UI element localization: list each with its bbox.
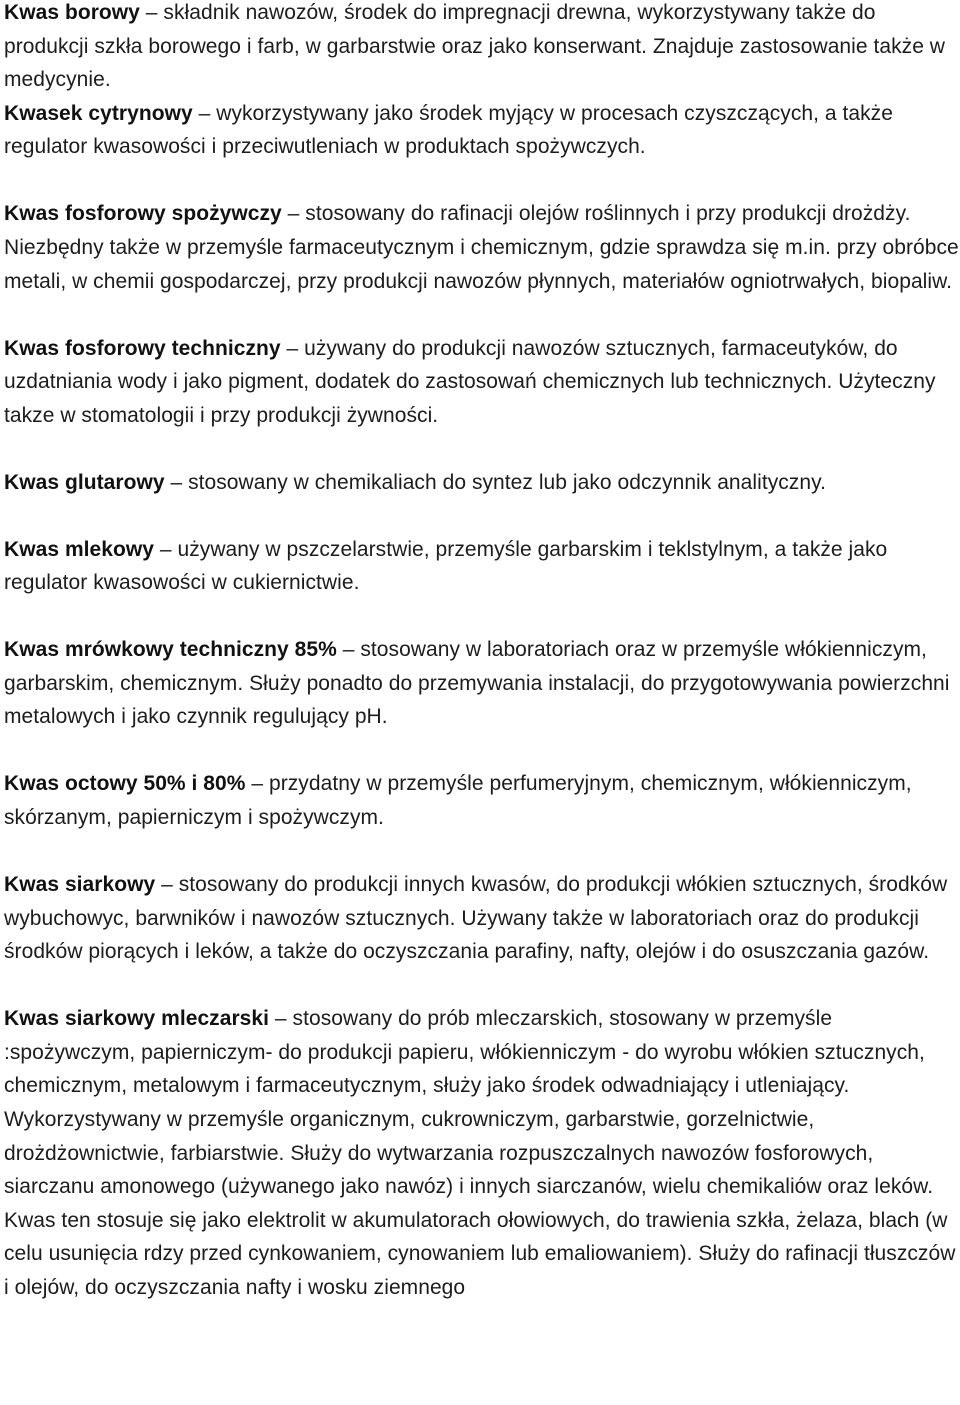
entry-term: Kwas octowy 50% i 80% [4, 772, 246, 796]
entry-description: – używany do produkcji nawozów sztucznych, farmaceutyków, do uzdatniania wody i jako pigment, dodatek do zastosowań chemicznych lub technicznych. Użyteczny takze w stomatologii i przy produkcji żywności. [4, 336, 936, 427]
entry-kwas-mrowkowy-techniczny [4, 633, 960, 734]
entry-description: – stosowany w chemikaliach do syntez lub jako odczynnik analityczny. [164, 470, 826, 494]
entry-kwasek-cytrynowy [4, 97, 960, 164]
document-page [4, 0, 960, 1305]
entry-description: – przydatny w przemyśle perfumeryjnym, chemicznym, włókienniczym, skórzanym, papierniczym i spożywczym. [4, 772, 912, 830]
entry-term: Kwas borowy [4, 1, 140, 24]
entry-kwas-borowy [4, 0, 960, 97]
entry-term: Kwas siarkowy mleczarski [4, 1007, 270, 1031]
entry-term: Kwas fosforowy spożywczy [4, 202, 282, 226]
entry-term: Kwas fosforowy techniczny [4, 336, 281, 360]
entry-description: – stosowany do prób mleczarskich, stosowany w przemyśle :spożywczym, papierniczym- do produkcji papieru, włókienniczym - do wyrobu włókien sztucznych, chemicznym, metalowym i farmaceutycznym, służy jako środek odwadniający i utleniający. Wykorzystywany w przemyśle organicznym, cukrowniczym, garbarstwie, gorzelnictwie, drożdżownictwie, farbiarstwie. Służy do wytwarzania rozpuszczalnych nawozów fosforowych, siarczanu amonowego (używanego jako nawóz) i innych siarczanów, wielu chemikaliów oraz leków. Kwas ten stosuje się jako elektrolit w akumulatorach ołowiowych, do trawienia szkła, żelaza, blach (w celu usunięcia rdzy przed cynkowaniem, cynowaniem lub emaliowaniem). Służy do rafinacji tłuszczów i olejów, do oczyszczania nafty i wosku ziemnego [4, 1007, 956, 1299]
entry-description: – stosowany do produkcji innych kwasów, do produkcji włókien sztucznych, środków wybuchowyc, barwników i nawozów sztucznych. Używany także w laboratoriach oraz do produkcji środków piorących i leków, a także do oczyszczania parafiny, nafty, olejów i do osuszczania gazów. [4, 873, 948, 964]
entry-description: – używany w pszczelarstwie, przemyśle garbarskim i teklstylnym, a także jako regulator kwasowości w cukiernictwie. [4, 537, 888, 595]
entry-term: Kwasek cytrynowy [4, 101, 193, 125]
entry-description: – stosowany do rafinacji olejów roślinnych i przy produkcji drożdży. Niezbędny także w przemyśle farmaceutycznym i chemicznym, gdzie sprawdza się m.in. przy obróbce metali, w chemii gospodarczej, przy produkcji nawozów płynnych, materiałów ogniotrwałych, biopaliw. [4, 202, 959, 293]
entry-description: – stosowany w laboratoriach oraz w przemyśle włókienniczym, garbarskim, chemicznym. Służy ponadto do przemywania instalacji, do przygotowywania powierzchni metalowych i jako czynnik regulujący pH. [4, 638, 950, 729]
entry-kwas-fosforowy-spozywczy [4, 197, 960, 298]
entry-description: – wykorzystywany jako środek myjący w procesach czyszczących, a także regulator kwasowości i przeciwutleniach w produktach spożywczych. [4, 101, 893, 159]
entry-kwas-siarkowy [4, 868, 960, 969]
entry-kwas-mlekowy [4, 533, 960, 600]
entry-description: – składnik nawozów, środek do impregnacji drewna, wykorzystywany także do produkcji szkła borowego i farb, w garbarstwie oraz jako konserwant. Znajduje zastosowanie także w medycynie. [4, 1, 946, 92]
entry-term: Kwas mrówkowy techniczny 85% [4, 638, 337, 662]
entry-kwas-octowy [4, 767, 960, 834]
entry-kwas-glutarowy [4, 466, 960, 500]
entry-term: Kwas siarkowy [4, 873, 156, 897]
entry-kwas-fosforowy-techniczny [4, 332, 960, 433]
entry-term: Kwas glutarowy [4, 470, 165, 494]
entry-term: Kwas mlekowy [4, 537, 154, 561]
entry-kwas-siarkowy-mleczarski [4, 1002, 960, 1304]
